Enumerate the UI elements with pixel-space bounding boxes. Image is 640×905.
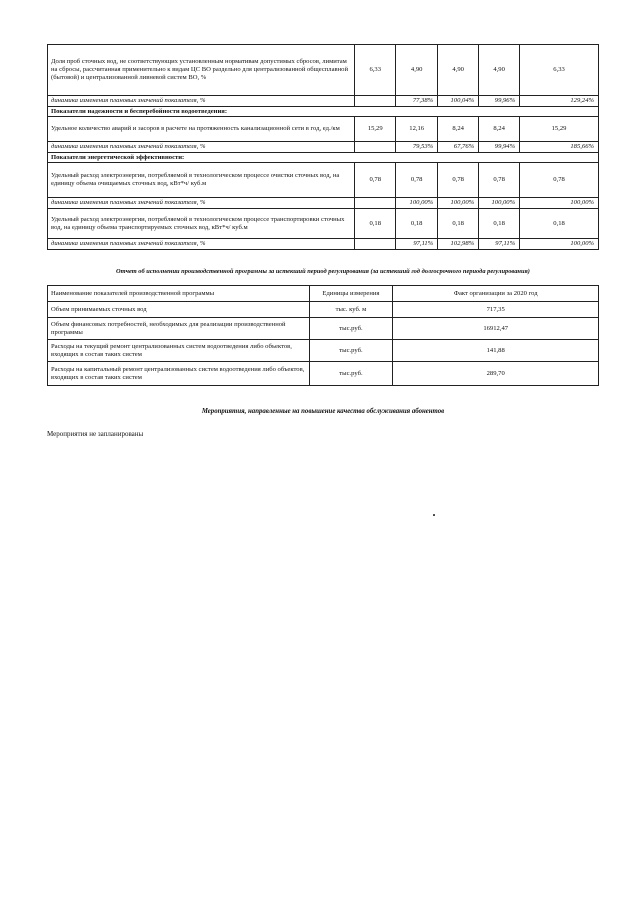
- indicator-value: 100,00%: [520, 239, 599, 250]
- indicator-value: 6,33: [355, 45, 396, 96]
- scan-dot: [433, 514, 435, 516]
- dynamics-row: [48, 198, 599, 209]
- section-header-row: [48, 107, 599, 117]
- indicator-value: 0,78: [520, 163, 599, 198]
- indicator-value: 97,11%: [396, 239, 438, 250]
- section-title: Показатели энергетической эффективности:: [48, 153, 599, 163]
- indicator-label: динамика изменения плановых значений показателя, %: [48, 142, 355, 153]
- indicator-value: 0,78: [355, 163, 396, 198]
- indicator-value: 12,16: [396, 117, 438, 142]
- indicator-value: 0,18: [438, 209, 479, 239]
- dynamics-row: [48, 239, 599, 250]
- report-fact-cell: 717,35: [393, 302, 599, 318]
- report-unit-cell: тыс.руб.: [309, 340, 393, 362]
- indicator-value: 100,00%: [520, 198, 599, 209]
- indicator-value: 0,78: [479, 163, 520, 198]
- report-fact-cell: 289,70: [393, 362, 599, 386]
- report-row: [48, 340, 599, 362]
- indicator-label: Удельное количество аварий и засоров в расчете на протяженность канализационной сети в год, ед./км: [48, 117, 355, 142]
- measures-title: Мероприятия, направленные на повышение качества обслуживания абонентов: [201, 408, 445, 415]
- indicator-value: [355, 96, 396, 107]
- indicator-value: 0,18: [355, 209, 396, 239]
- indicator-value: 100,00%: [396, 198, 438, 209]
- indicator-label: динамика изменения плановых значений показателя, %: [48, 239, 355, 250]
- report-row: [48, 318, 599, 340]
- indicator-value: 6,33: [520, 45, 599, 96]
- indicator-value: 100,00%: [438, 198, 479, 209]
- report-name-cell: Объем финансовых потребностей, необходимых для реализации производственной программы: [48, 318, 310, 340]
- indicator-value: 77,38%: [396, 96, 438, 107]
- indicator-value: 99,94%: [479, 142, 520, 153]
- indicator-row: [48, 209, 599, 239]
- indicators-table: [47, 44, 599, 250]
- indicator-value: 67,76%: [438, 142, 479, 153]
- report-title: Отчет об исполнении производственной программы за истекший период регулирования (за истекший год долгосрочного периода регулирования): [116, 268, 530, 275]
- indicator-value: 100,04%: [438, 96, 479, 107]
- indicator-label: Удельный расход электроэнергии, потребляемой в технологическом процессе транспортировки сточных вод, на единицу объема транспортируемых сточных вод, кВт*ч/ куб.м: [48, 209, 355, 239]
- indicator-value: 129,24%: [520, 96, 599, 107]
- report-fact-cell: 141,88: [393, 340, 599, 362]
- report-row: [48, 362, 599, 386]
- indicator-value: 4,90: [479, 45, 520, 96]
- dynamics-row: [48, 96, 599, 107]
- indicator-value: 79,53%: [396, 142, 438, 153]
- indicator-value: 0,18: [479, 209, 520, 239]
- indicator-value: 0,78: [396, 163, 438, 198]
- report-unit-cell: тыс.руб.: [309, 362, 393, 386]
- report-name-cell: Расходы на капитальный ремонт централизованных систем водоотведения либо объектов, входящих в состав таких систем: [48, 362, 310, 386]
- report-header-row: [48, 286, 599, 302]
- indicator-value: [355, 142, 396, 153]
- indicator-label: динамика изменения плановых значений показателя, %: [48, 198, 355, 209]
- section-header-row: [48, 153, 599, 163]
- measures-note: Мероприятия не запланированы: [47, 430, 144, 438]
- report-unit-cell: тыс.руб.: [309, 318, 393, 340]
- indicator-value: 0,78: [438, 163, 479, 198]
- report-fact-cell: 16912,47: [393, 318, 599, 340]
- indicator-value: 4,90: [438, 45, 479, 96]
- report-header-name: Наименование показателей производственной программы: [48, 286, 310, 302]
- indicator-value: 0,18: [396, 209, 438, 239]
- indicator-value: 100,00%: [479, 198, 520, 209]
- indicator-value: [355, 198, 396, 209]
- indicator-value: 185,66%: [520, 142, 599, 153]
- indicator-label: Доля проб сточных вод, не соответствующих установленным нормативам допустимых сбросов, лимитам на сбросы, рассчитанная применительно к видам ЦС ВО раздельно для централизованной общесплавной (бытовой) и централизованной ливневой систем ВО, %: [48, 45, 355, 96]
- indicator-value: 8,24: [479, 117, 520, 142]
- report-unit-cell: тыс. куб. м: [309, 302, 393, 318]
- indicator-row: [48, 45, 599, 96]
- report-name-cell: Объем принимаемых сточных вод: [48, 302, 310, 318]
- report-row: [48, 302, 599, 318]
- section-title: Показатели надежности и бесперебойности водоотведения:: [48, 107, 599, 117]
- indicator-label: Удельный расход электроэнергии, потребляемой в технологическом процессе очистки сточных вод, на единицу объема очищаемых сточных вод, кВт*ч/ куб.м: [48, 163, 355, 198]
- indicator-value: 15,29: [355, 117, 396, 142]
- indicator-value: 97,11%: [479, 239, 520, 250]
- indicator-value: 0,18: [520, 209, 599, 239]
- indicator-value: 15,29: [520, 117, 599, 142]
- indicator-value: [355, 239, 396, 250]
- indicator-value: 8,24: [438, 117, 479, 142]
- indicator-row: [48, 163, 599, 198]
- indicator-label: динамика изменения плановых значений показателя, %: [48, 96, 355, 107]
- report-header-unit: Единицы измерения: [309, 286, 393, 302]
- indicator-row: [48, 117, 599, 142]
- report-header-fact: Факт организации за 2020 год: [393, 286, 599, 302]
- dynamics-row: [48, 142, 599, 153]
- indicator-value: 102,98%: [438, 239, 479, 250]
- indicator-value: 99,96%: [479, 96, 520, 107]
- indicator-value: 4,90: [396, 45, 438, 96]
- report-name-cell: Расходы на текущий ремонт централизованных систем водоотведения либо объектов, входящих в состав таких систем: [48, 340, 310, 362]
- report-table: [47, 285, 599, 386]
